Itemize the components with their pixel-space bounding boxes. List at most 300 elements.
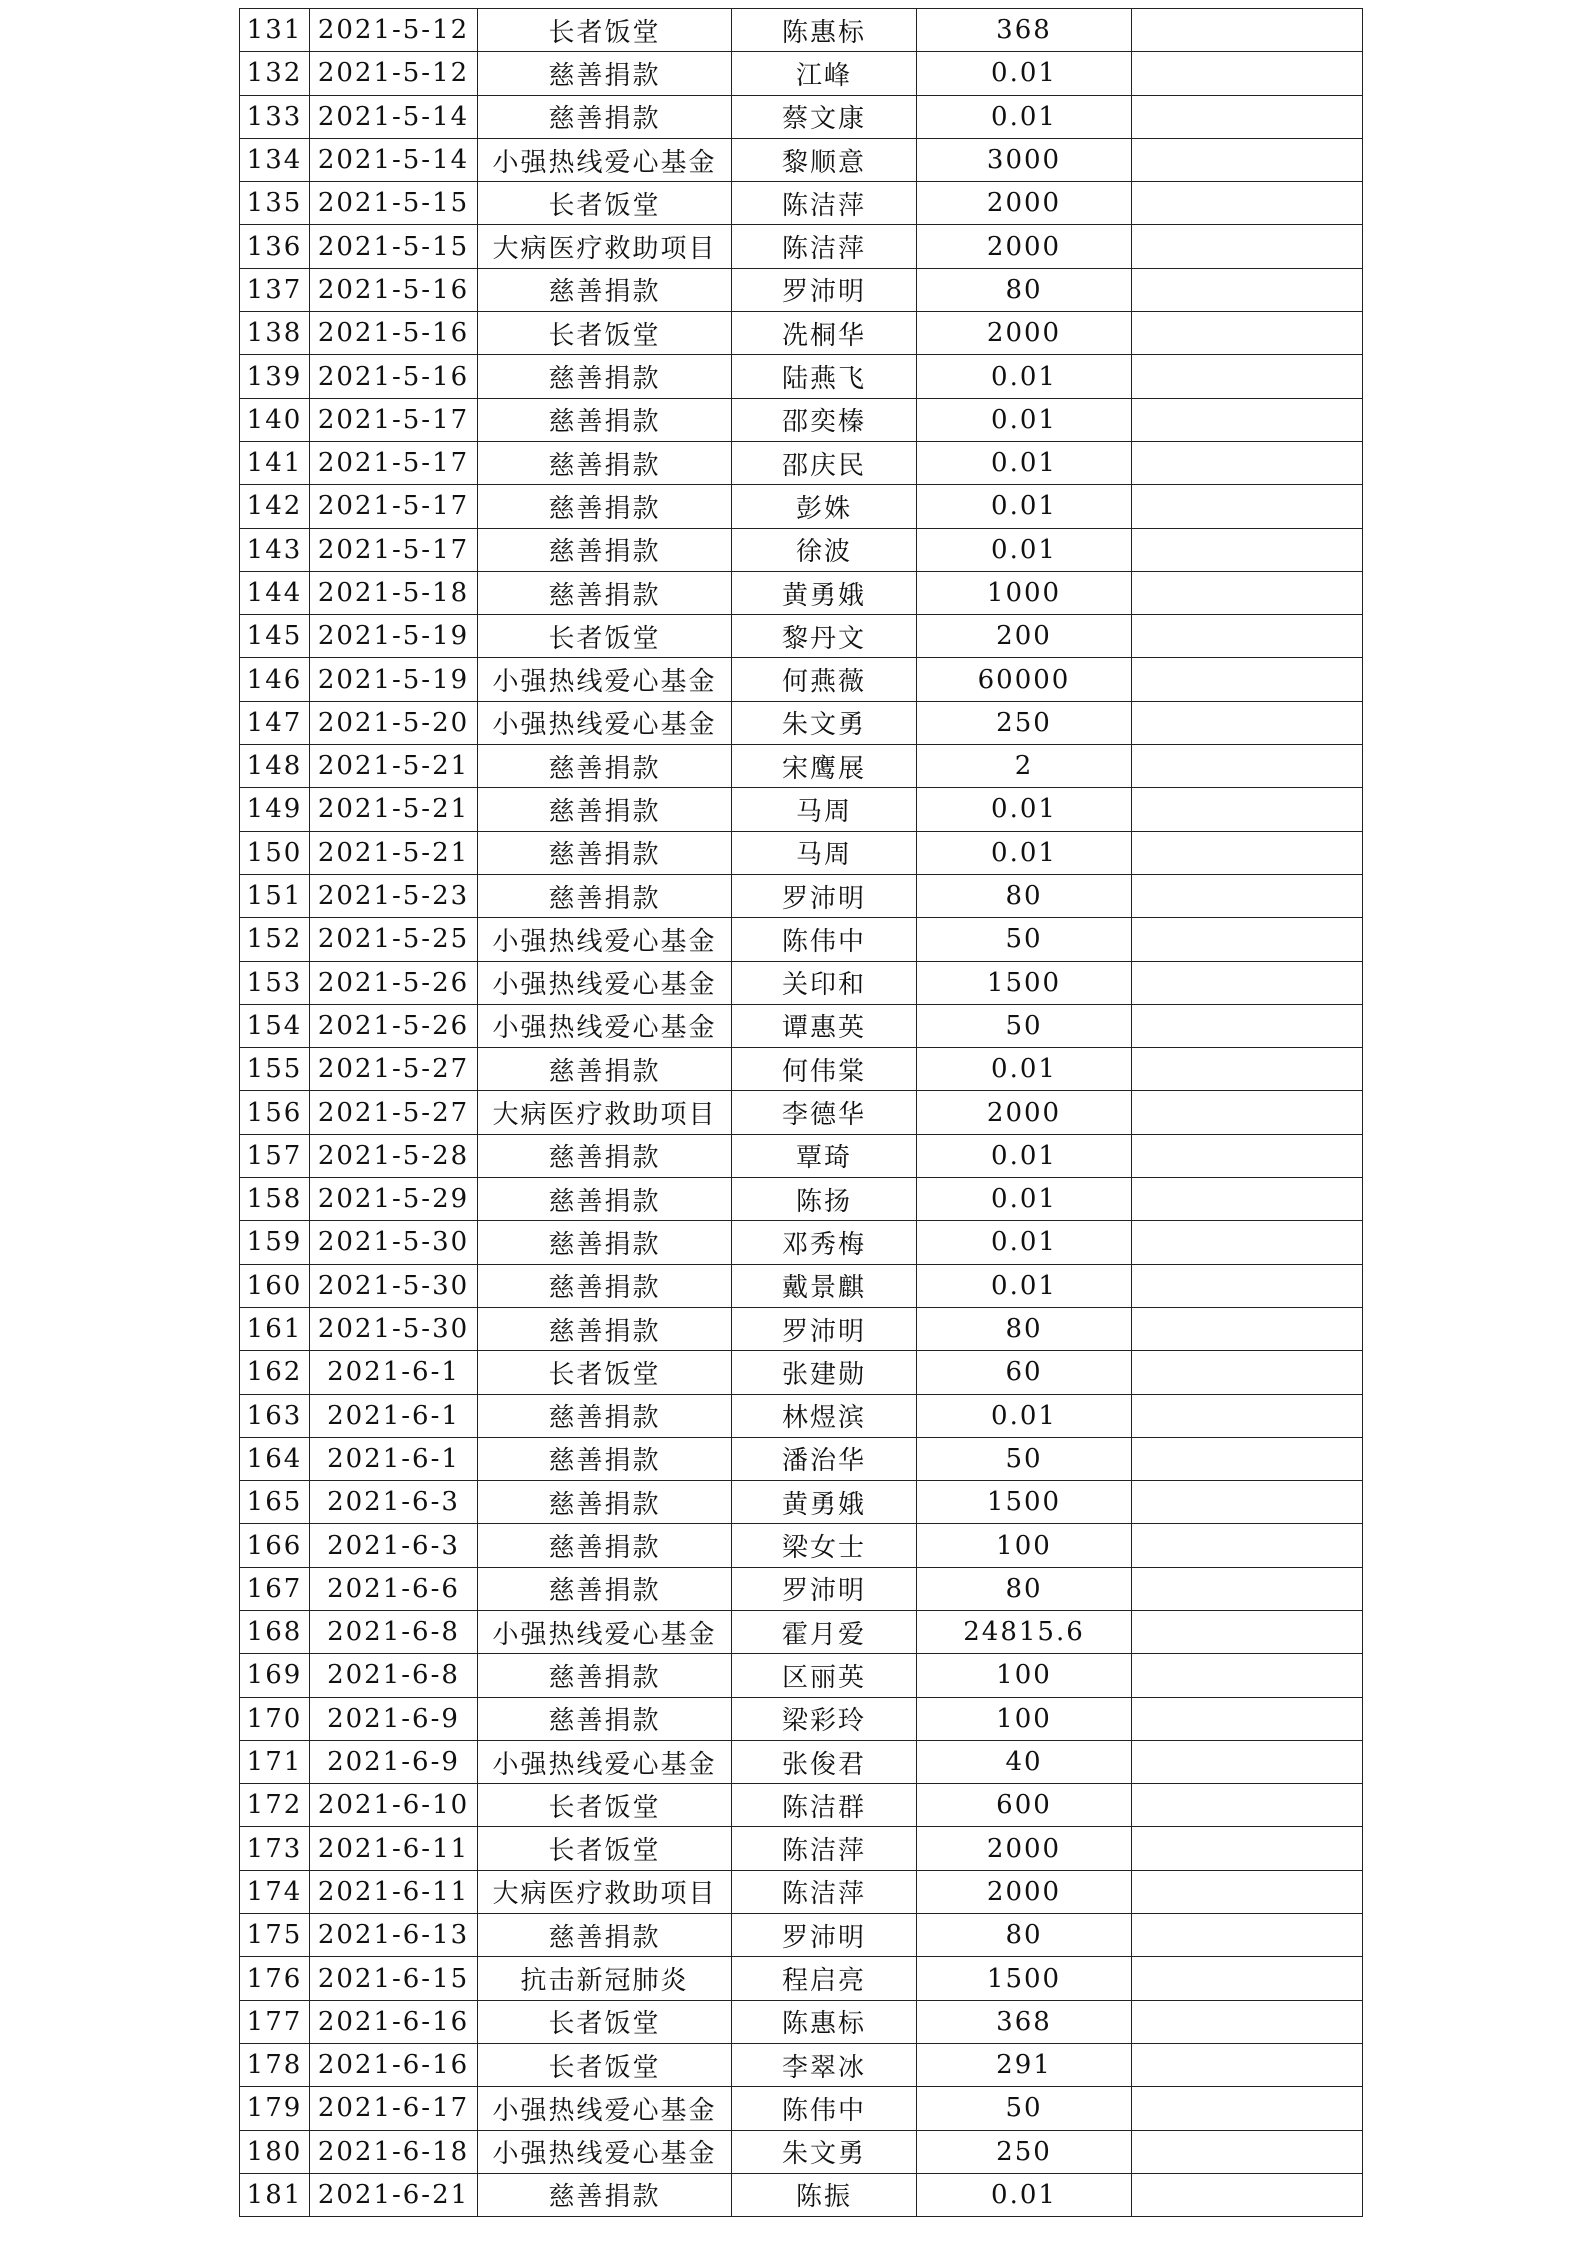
note-cell [1132,1610,1363,1653]
donor-cell: 梁女士 [732,1524,917,1567]
note-cell [1132,1004,1363,1047]
donation-table [239,8,1363,2217]
project-cell: 慈善捐款 [478,1394,732,1437]
amount-cell: 0.01 [917,1264,1132,1307]
row-number-cell: 168 [240,1610,310,1653]
project-cell: 慈善捐款 [478,268,732,311]
note-cell [1132,1740,1363,1783]
amount-cell: 50 [917,2087,1132,2130]
project-cell: 小强热线爱心基金 [478,1610,732,1653]
row-number-cell: 142 [240,485,310,528]
table-row [240,2130,1363,2173]
row-number-cell: 165 [240,1481,310,1524]
date-cell: 2021-5-17 [310,485,478,528]
amount-cell: 0.01 [917,1134,1132,1177]
amount-cell: 0.01 [917,1221,1132,1264]
row-number-cell: 157 [240,1134,310,1177]
row-number-cell: 176 [240,1957,310,2000]
project-cell: 慈善捐款 [478,1437,732,1480]
amount-cell: 80 [917,1914,1132,1957]
table-row [240,398,1363,441]
donor-cell: 陈伟中 [732,918,917,961]
amount-cell: 100 [917,1654,1132,1697]
table-row [240,138,1363,181]
project-cell: 慈善捐款 [478,1221,732,1264]
date-cell: 2021-5-14 [310,138,478,181]
date-cell: 2021-6-16 [310,2000,478,2043]
row-number-cell: 145 [240,615,310,658]
donor-cell: 宋鹰展 [732,745,917,788]
project-cell: 抗击新冠肺炎 [478,1957,732,2000]
date-cell: 2021-5-26 [310,1004,478,1047]
note-cell [1132,441,1363,484]
project-cell: 长者饭堂 [478,1351,732,1394]
donor-cell: 邓秀梅 [732,1221,917,1264]
date-cell: 2021-6-18 [310,2130,478,2173]
row-number-cell: 151 [240,874,310,917]
date-cell: 2021-6-21 [310,2173,478,2216]
table-row [240,1870,1363,1913]
project-cell: 长者饭堂 [478,2043,732,2086]
amount-cell: 80 [917,1307,1132,1350]
row-number-cell: 135 [240,182,310,225]
date-cell: 2021-6-17 [310,2087,478,2130]
row-number-cell: 158 [240,1178,310,1221]
table-row [240,528,1363,571]
table-row [240,2087,1363,2130]
table-row [240,1091,1363,1134]
project-cell: 慈善捐款 [478,1134,732,1177]
amount-cell: 0.01 [917,1178,1132,1221]
project-cell: 慈善捐款 [478,1654,732,1697]
donor-cell: 江峰 [732,52,917,95]
donor-cell: 罗沛明 [732,1914,917,1957]
row-number-cell: 132 [240,52,310,95]
amount-cell: 2000 [917,1827,1132,1870]
project-cell: 长者饭堂 [478,2000,732,2043]
donor-cell: 罗沛明 [732,268,917,311]
donor-cell: 陈振 [732,2173,917,2216]
donor-cell: 罗沛明 [732,1307,917,1350]
date-cell: 2021-6-1 [310,1437,478,1480]
table-row [240,1697,1363,1740]
donor-cell: 朱文勇 [732,701,917,744]
donor-cell: 陈洁萍 [732,1870,917,1913]
donor-cell: 邵奕榛 [732,398,917,441]
row-number-cell: 143 [240,528,310,571]
row-number-cell: 177 [240,2000,310,2043]
table-row [240,745,1363,788]
amount-cell: 368 [917,2000,1132,2043]
row-number-cell: 141 [240,441,310,484]
donor-cell: 冼桐华 [732,312,917,355]
note-cell [1132,1264,1363,1307]
project-cell: 小强热线爱心基金 [478,961,732,1004]
note-cell [1132,268,1363,311]
amount-cell: 2000 [917,312,1132,355]
date-cell: 2021-5-29 [310,1178,478,1221]
row-number-cell: 174 [240,1870,310,1913]
table-row [240,52,1363,95]
donor-cell: 朱文勇 [732,2130,917,2173]
amount-cell: 80 [917,1567,1132,1610]
donor-cell: 罗沛明 [732,1567,917,1610]
table-row [240,441,1363,484]
project-cell: 小强热线爱心基金 [478,138,732,181]
table-row [240,1654,1363,1697]
amount-cell: 1500 [917,961,1132,1004]
table-row [240,268,1363,311]
donor-cell: 区丽英 [732,1654,917,1697]
table-row [240,2000,1363,2043]
note-cell [1132,9,1363,52]
donor-cell: 陈惠标 [732,9,917,52]
amount-cell: 0.01 [917,485,1132,528]
project-cell: 长者饭堂 [478,1784,732,1827]
project-cell: 慈善捐款 [478,52,732,95]
row-number-cell: 167 [240,1567,310,1610]
note-cell [1132,1221,1363,1264]
amount-cell: 2000 [917,225,1132,268]
note-cell [1132,1784,1363,1827]
amount-cell: 250 [917,2130,1132,2173]
amount-cell: 24815.6 [917,1610,1132,1653]
table-body [240,9,1363,2217]
date-cell: 2021-5-12 [310,52,478,95]
amount-cell: 0.01 [917,831,1132,874]
project-cell: 慈善捐款 [478,874,732,917]
project-cell: 慈善捐款 [478,485,732,528]
note-cell [1132,2043,1363,2086]
note-cell [1132,355,1363,398]
date-cell: 2021-5-17 [310,398,478,441]
project-cell: 小强热线爱心基金 [478,701,732,744]
note-cell [1132,701,1363,744]
note-cell [1132,658,1363,701]
table-row [240,658,1363,701]
row-number-cell: 152 [240,918,310,961]
donor-cell: 李翠冰 [732,2043,917,2086]
amount-cell: 0.01 [917,398,1132,441]
amount-cell: 200 [917,615,1132,658]
note-cell [1132,312,1363,355]
table-row [240,1567,1363,1610]
row-number-cell: 154 [240,1004,310,1047]
amount-cell: 2000 [917,182,1132,225]
row-number-cell: 169 [240,1654,310,1697]
donor-cell: 黎顺意 [732,138,917,181]
donor-cell: 戴景麒 [732,1264,917,1307]
note-cell [1132,2000,1363,2043]
note-cell [1132,1307,1363,1350]
note-cell [1132,1697,1363,1740]
row-number-cell: 146 [240,658,310,701]
project-cell: 长者饭堂 [478,182,732,225]
donor-cell: 徐波 [732,528,917,571]
row-number-cell: 147 [240,701,310,744]
table-row [240,182,1363,225]
project-cell: 慈善捐款 [478,571,732,614]
amount-cell: 100 [917,1524,1132,1567]
donor-cell: 陈洁萍 [732,1827,917,1870]
project-cell: 慈善捐款 [478,95,732,138]
amount-cell: 1000 [917,571,1132,614]
date-cell: 2021-5-30 [310,1264,478,1307]
project-cell: 慈善捐款 [478,1697,732,1740]
row-number-cell: 138 [240,312,310,355]
note-cell [1132,1524,1363,1567]
date-cell: 2021-5-19 [310,615,478,658]
date-cell: 2021-5-17 [310,528,478,571]
table-row [240,9,1363,52]
amount-cell: 0.01 [917,1048,1132,1091]
amount-cell: 60000 [917,658,1132,701]
note-cell [1132,1481,1363,1524]
table-row [240,2043,1363,2086]
row-number-cell: 161 [240,1307,310,1350]
date-cell: 2021-6-16 [310,2043,478,2086]
row-number-cell: 172 [240,1784,310,1827]
note-cell [1132,528,1363,571]
row-number-cell: 171 [240,1740,310,1783]
row-number-cell: 149 [240,788,310,831]
row-number-cell: 180 [240,2130,310,2173]
note-cell [1132,1914,1363,1957]
project-cell: 慈善捐款 [478,1178,732,1221]
table-row [240,485,1363,528]
amount-cell: 2000 [917,1091,1132,1134]
project-cell: 慈善捐款 [478,831,732,874]
project-cell: 慈善捐款 [478,1524,732,1567]
project-cell: 长者饭堂 [478,312,732,355]
donor-cell: 谭惠英 [732,1004,917,1047]
table-row [240,1134,1363,1177]
table-row [240,961,1363,1004]
note-cell [1132,1178,1363,1221]
table-row [240,1524,1363,1567]
table-row [240,312,1363,355]
amount-cell: 0.01 [917,441,1132,484]
row-number-cell: 163 [240,1394,310,1437]
date-cell: 2021-6-10 [310,1784,478,1827]
project-cell: 长者饭堂 [478,1827,732,1870]
row-number-cell: 144 [240,571,310,614]
project-cell: 慈善捐款 [478,788,732,831]
amount-cell: 368 [917,9,1132,52]
note-cell [1132,2087,1363,2130]
note-cell [1132,2130,1363,2173]
row-number-cell: 162 [240,1351,310,1394]
note-cell [1132,1827,1363,1870]
project-cell: 慈善捐款 [478,745,732,788]
note-cell [1132,1567,1363,1610]
project-cell: 小强热线爱心基金 [478,918,732,961]
amount-cell: 40 [917,1740,1132,1783]
note-cell [1132,1091,1363,1134]
date-cell: 2021-5-16 [310,268,478,311]
amount-cell: 600 [917,1784,1132,1827]
donor-cell: 陈扬 [732,1178,917,1221]
table-row [240,225,1363,268]
donor-cell: 张建勋 [732,1351,917,1394]
date-cell: 2021-5-15 [310,225,478,268]
amount-cell: 2 [917,745,1132,788]
project-cell: 大病医疗救助项目 [478,1091,732,1134]
row-number-cell: 179 [240,2087,310,2130]
row-number-cell: 166 [240,1524,310,1567]
date-cell: 2021-6-6 [310,1567,478,1610]
table-row [240,1394,1363,1437]
note-cell [1132,138,1363,181]
amount-cell: 50 [917,1004,1132,1047]
project-cell: 慈善捐款 [478,441,732,484]
date-cell: 2021-5-27 [310,1048,478,1091]
amount-cell: 1500 [917,1481,1132,1524]
date-cell: 2021-5-17 [310,441,478,484]
row-number-cell: 140 [240,398,310,441]
project-cell: 慈善捐款 [478,1264,732,1307]
note-cell [1132,1437,1363,1480]
table-row [240,1957,1363,2000]
date-cell: 2021-6-8 [310,1654,478,1697]
note-cell [1132,831,1363,874]
donor-cell: 程启亮 [732,1957,917,2000]
date-cell: 2021-5-30 [310,1307,478,1350]
donor-cell: 罗沛明 [732,874,917,917]
donor-cell: 马周 [732,788,917,831]
donor-cell: 陆燕飞 [732,355,917,398]
amount-cell: 80 [917,268,1132,311]
table-row [240,874,1363,917]
donor-cell: 覃琦 [732,1134,917,1177]
donor-cell: 陈洁萍 [732,225,917,268]
date-cell: 2021-5-30 [310,1221,478,1264]
row-number-cell: 181 [240,2173,310,2216]
donor-cell: 梁彩玲 [732,1697,917,1740]
note-cell [1132,398,1363,441]
row-number-cell: 134 [240,138,310,181]
donor-cell: 霍月爱 [732,1610,917,1653]
row-number-cell: 164 [240,1437,310,1480]
date-cell: 2021-6-15 [310,1957,478,2000]
amount-cell: 2000 [917,1870,1132,1913]
note-cell [1132,615,1363,658]
note-cell [1132,1654,1363,1697]
donor-cell: 林煜滨 [732,1394,917,1437]
amount-cell: 250 [917,701,1132,744]
date-cell: 2021-6-9 [310,1740,478,1783]
project-cell: 小强热线爱心基金 [478,2087,732,2130]
note-cell [1132,1394,1363,1437]
date-cell: 2021-6-11 [310,1827,478,1870]
date-cell: 2021-6-13 [310,1914,478,1957]
donor-cell: 陈伟中 [732,2087,917,2130]
table-row [240,355,1363,398]
row-number-cell: 150 [240,831,310,874]
table-row [240,1437,1363,1480]
date-cell: 2021-6-1 [310,1394,478,1437]
amount-cell: 0.01 [917,355,1132,398]
table-row [240,918,1363,961]
note-cell [1132,485,1363,528]
row-number-cell: 175 [240,1914,310,1957]
note-cell [1132,2173,1363,2216]
row-number-cell: 156 [240,1091,310,1134]
project-cell: 慈善捐款 [478,2173,732,2216]
date-cell: 2021-6-3 [310,1481,478,1524]
donor-cell: 何伟棠 [732,1048,917,1091]
row-number-cell: 153 [240,961,310,1004]
date-cell: 2021-5-21 [310,788,478,831]
row-number-cell: 131 [240,9,310,52]
note-cell [1132,918,1363,961]
date-cell: 2021-5-19 [310,658,478,701]
project-cell: 长者饭堂 [478,615,732,658]
table-row [240,1740,1363,1783]
project-cell: 慈善捐款 [478,1307,732,1350]
date-cell: 2021-6-9 [310,1697,478,1740]
donor-cell: 陈洁群 [732,1784,917,1827]
date-cell: 2021-5-16 [310,355,478,398]
amount-cell: 0.01 [917,2173,1132,2216]
row-number-cell: 178 [240,2043,310,2086]
project-cell: 慈善捐款 [478,528,732,571]
table-row [240,1264,1363,1307]
date-cell: 2021-5-15 [310,182,478,225]
table-row [240,1178,1363,1221]
note-cell [1132,1351,1363,1394]
table-row [240,1827,1363,1870]
date-cell: 2021-5-21 [310,831,478,874]
project-cell: 慈善捐款 [478,1567,732,1610]
note-cell [1132,1048,1363,1091]
date-cell: 2021-5-16 [310,312,478,355]
date-cell: 2021-5-25 [310,918,478,961]
donor-cell: 何燕薇 [732,658,917,701]
project-cell: 小强热线爱心基金 [478,1740,732,1783]
donor-cell: 黎丹文 [732,615,917,658]
row-number-cell: 155 [240,1048,310,1091]
row-number-cell: 137 [240,268,310,311]
table-row [240,701,1363,744]
table-row [240,1307,1363,1350]
amount-cell: 0.01 [917,52,1132,95]
note-cell [1132,1957,1363,2000]
project-cell: 慈善捐款 [478,1481,732,1524]
table-row [240,1351,1363,1394]
date-cell: 2021-5-26 [310,961,478,1004]
donor-cell: 邵庆民 [732,441,917,484]
project-cell: 大病医疗救助项目 [478,225,732,268]
date-cell: 2021-5-12 [310,9,478,52]
amount-cell: 0.01 [917,95,1132,138]
note-cell [1132,225,1363,268]
date-cell: 2021-5-21 [310,745,478,788]
note-cell [1132,1134,1363,1177]
table-row [240,1221,1363,1264]
date-cell: 2021-6-11 [310,1870,478,1913]
amount-cell: 0.01 [917,1394,1132,1437]
amount-cell: 50 [917,918,1132,961]
note-cell [1132,52,1363,95]
donor-cell: 张俊君 [732,1740,917,1783]
project-cell: 小强热线爱心基金 [478,2130,732,2173]
project-cell: 慈善捐款 [478,398,732,441]
donor-cell: 潘治华 [732,1437,917,1480]
row-number-cell: 148 [240,745,310,788]
amount-cell: 50 [917,1437,1132,1480]
note-cell [1132,1870,1363,1913]
